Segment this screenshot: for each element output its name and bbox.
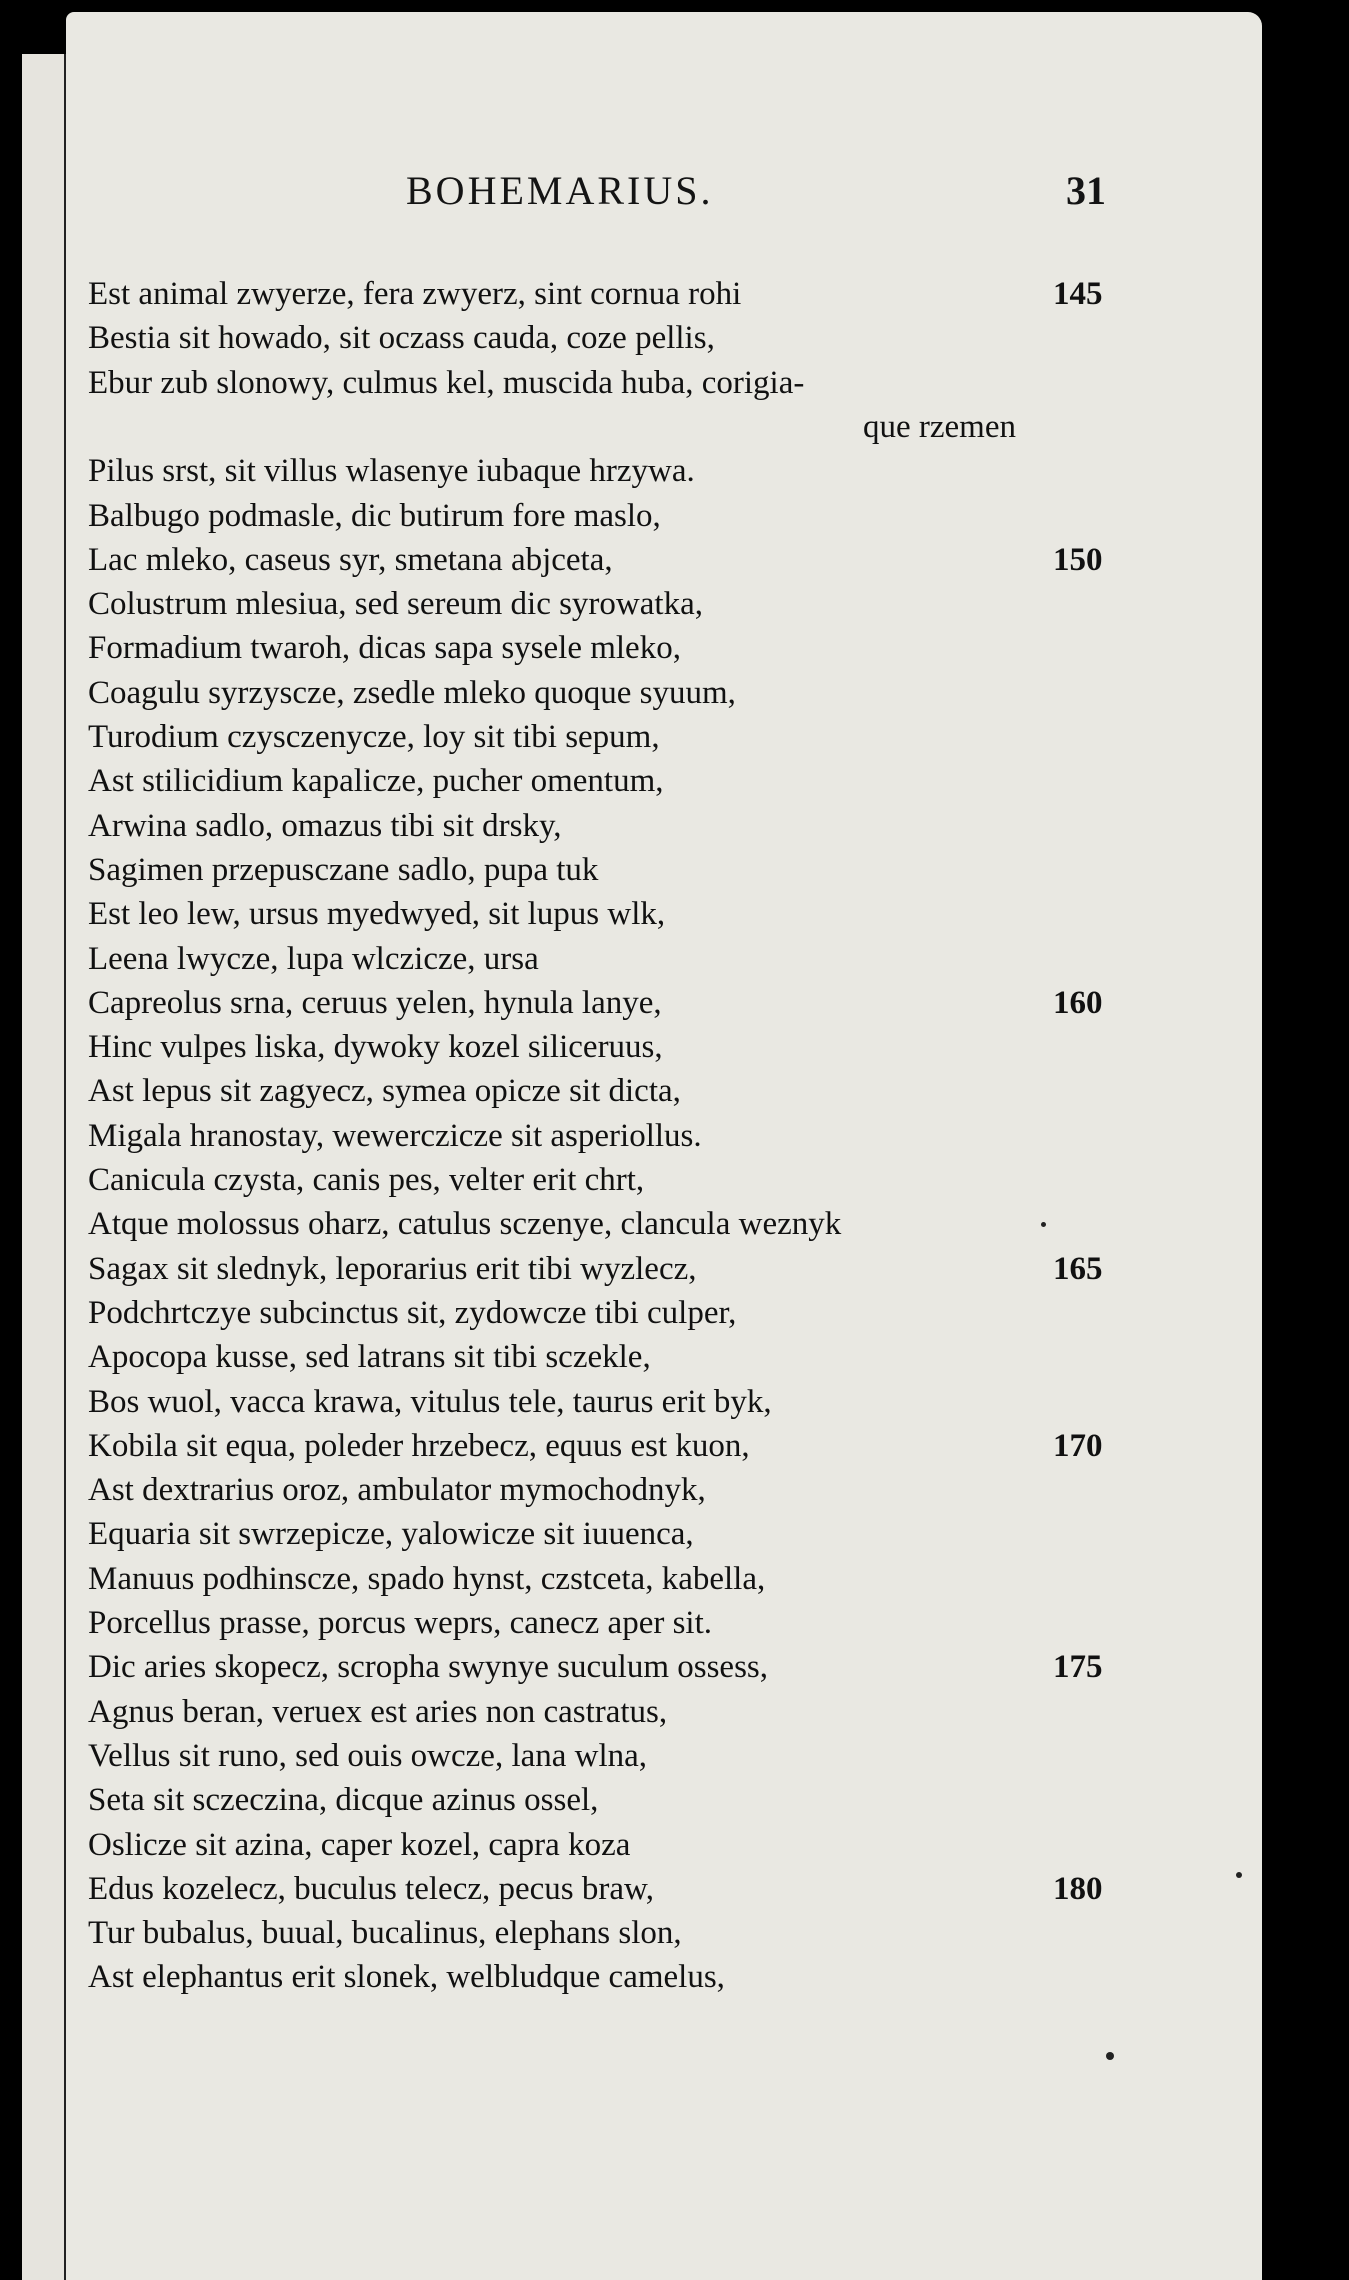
verse-text: Kobila sit equa, poleder hrzebecz, equus est kuon, xyxy=(88,1427,750,1464)
verse-text: Pilus srst, sit villus wlasenye iubaque hrzywa. xyxy=(88,453,695,490)
verse-line xyxy=(88,1601,1188,1645)
running-title: BOHEMARIUS. xyxy=(406,168,714,213)
verse-text: Ast lepus sit zagyecz, symea opicze sit dicta, xyxy=(88,1073,681,1110)
verse-line xyxy=(88,759,1188,803)
verse-text: Atque molossus oharz, catulus sczenye, clancula weznyk xyxy=(88,1206,842,1243)
verse-text: Canicula czysta, canis pes, velter erit chrt, xyxy=(88,1162,645,1198)
verse-text: Hinc vulpes liska, dywoky kozel siliceruus, xyxy=(88,1029,663,1066)
verse-line xyxy=(88,582,1188,626)
verse-line xyxy=(88,848,1188,892)
verse-line xyxy=(88,1690,1188,1734)
verse-line xyxy=(88,804,1188,848)
verse-line xyxy=(88,494,1188,538)
ink-speck xyxy=(1106,2052,1114,2060)
verse-line xyxy=(88,1025,1188,1069)
verse-line xyxy=(88,449,1188,493)
verse-text: Formadium twaroh, dicas sapa sysele mleko, xyxy=(88,630,681,667)
verse-line xyxy=(88,1335,1188,1379)
verse-text: Lac mleko, caseus syr, smetana abjceta, xyxy=(88,541,613,578)
verse-text: Porcellus prasse, porcus weprs, canecz aper sit. xyxy=(88,1605,713,1641)
verse-text: Coagulu syrzyscze, zsedle mleko quoque syuum, xyxy=(88,674,736,711)
verse-text: Apocopa kusse, sed latrans sit tibi sczekle, xyxy=(88,1339,651,1376)
verse-text: Sagax sit slednyk, leporarius erit tibi wyzlecz, xyxy=(88,1250,697,1287)
verse-text: Ast dextrarius oroz, ambulator mymochodnyk, xyxy=(88,1472,706,1509)
verse-line xyxy=(88,1512,1188,1556)
verse-text: Turodium czysczenycze, loy sit tibi sepum, xyxy=(88,719,660,755)
verse-line xyxy=(88,272,1188,316)
verse-line xyxy=(88,1247,1188,1291)
verse-line xyxy=(88,1645,1188,1689)
verse-line xyxy=(88,1955,1188,1999)
verse-text: Podchrtczye subcinctus sit, zydowcze tibi culper, xyxy=(88,1294,737,1331)
ink-speck xyxy=(1041,1222,1046,1227)
verse-text: Capreolus srna, ceruus yelen, hynula lanye, xyxy=(88,984,662,1021)
verse-text: que rzemen xyxy=(863,408,1016,445)
verse-line xyxy=(88,1823,1188,1867)
verse-text: Est animal zwyerze, fera zwyerz, sint cornua rohi xyxy=(88,276,742,312)
verse-text: Colustrum mlesiua, sed sereum dic syrowatka, xyxy=(88,586,703,623)
verse-text: Leena lwycze, lupa wlczicze, ursa xyxy=(88,940,539,977)
verse-line xyxy=(88,892,1188,936)
verse-text: Arwina sadlo, omazus tibi sit drsky, xyxy=(88,807,562,844)
ink-speck xyxy=(1236,1872,1242,1878)
verse-line xyxy=(88,671,1188,715)
verse-text: Sagimen przepusczane sadlo, pupa tuk xyxy=(88,851,599,888)
verse-line xyxy=(88,1734,1188,1778)
verse-text: Bos wuol, vacca krawa, vitulus tele, taurus erit byk, xyxy=(88,1383,772,1420)
verse-line-continuation xyxy=(88,405,1188,449)
verse-text: Tur bubalus, buual, bucalinus, elephans slon, xyxy=(88,1915,682,1952)
verse-line-number: 175 xyxy=(1053,1649,1103,1686)
verse-line xyxy=(88,1380,1188,1424)
verse-line-number: 170 xyxy=(1053,1427,1103,1464)
verse-line-number: 145 xyxy=(1053,276,1103,312)
verse-line xyxy=(88,361,1188,405)
verse-text: Ast elephantus erit slonek, welbludque camelus, xyxy=(88,1959,725,1996)
verse-text: Oslicze sit azina, caper kozel, capra koza xyxy=(88,1826,631,1863)
verse-line xyxy=(88,1557,1188,1601)
verse-line xyxy=(88,715,1188,759)
verse-line xyxy=(88,1114,1188,1158)
verse-text: Equaria sit swrzepicze, yalowicze sit iuuenca, xyxy=(88,1516,694,1553)
adjacent-page-edge xyxy=(22,54,66,2280)
verse-text: Dic aries skopecz, scropha swynye suculum ossess, xyxy=(88,1649,769,1686)
book-page xyxy=(66,12,1262,2280)
verse-text: Balbugo podmasle, dic butirum fore maslo, xyxy=(88,497,661,534)
verse-text: Agnus beran, veruex est aries non castratus, xyxy=(88,1693,668,1730)
verse-line xyxy=(88,1291,1188,1335)
verse-text: Bestia sit howado, sit oczass cauda, coze pellis, xyxy=(88,320,715,357)
page-header xyxy=(66,167,1262,227)
verse-line xyxy=(88,937,1188,981)
verse-text: Est leo lew, ursus myedwyed, sit lupus wlk, xyxy=(88,896,666,933)
verse-line-number: 180 xyxy=(1053,1870,1103,1907)
verse-line xyxy=(88,626,1188,670)
verse-line-number: 165 xyxy=(1053,1250,1103,1287)
verse-line-number: 150 xyxy=(1053,541,1103,578)
verse-line xyxy=(88,1867,1188,1911)
verse-text: Ast stilicidium kapalicze, pucher omentum, xyxy=(88,763,664,800)
verse-line xyxy=(88,1202,1188,1246)
verse-line xyxy=(88,1158,1188,1202)
verse-line xyxy=(88,316,1188,360)
verse-line xyxy=(88,1069,1188,1113)
verse-line xyxy=(88,1468,1188,1512)
verse-line xyxy=(88,1424,1188,1468)
verse-text: Migala hranostay, wewerczicze sit asperiollus. xyxy=(88,1117,702,1154)
verse-line-number: 160 xyxy=(1053,984,1103,1021)
verse-text: Ebur zub slonowy, culmus kel, muscida huba, corigia- xyxy=(88,364,805,401)
verse-line xyxy=(88,981,1188,1025)
verse-text: Manuus podhinscze, spado hynst, czstceta, kabella, xyxy=(88,1560,766,1597)
verse-text: Vellus sit runo, sed ouis owcze, lana wlna, xyxy=(88,1737,648,1774)
verse-line xyxy=(88,1911,1188,1955)
page-number: 31 xyxy=(1066,168,1106,213)
verse-line xyxy=(88,538,1188,582)
verse-line xyxy=(88,1778,1188,1822)
verse-text: Seta sit sczeczina, dicque azinus ossel, xyxy=(88,1782,599,1819)
verse-text: Edus kozelecz, buculus telecz, pecus braw, xyxy=(88,1870,654,1907)
